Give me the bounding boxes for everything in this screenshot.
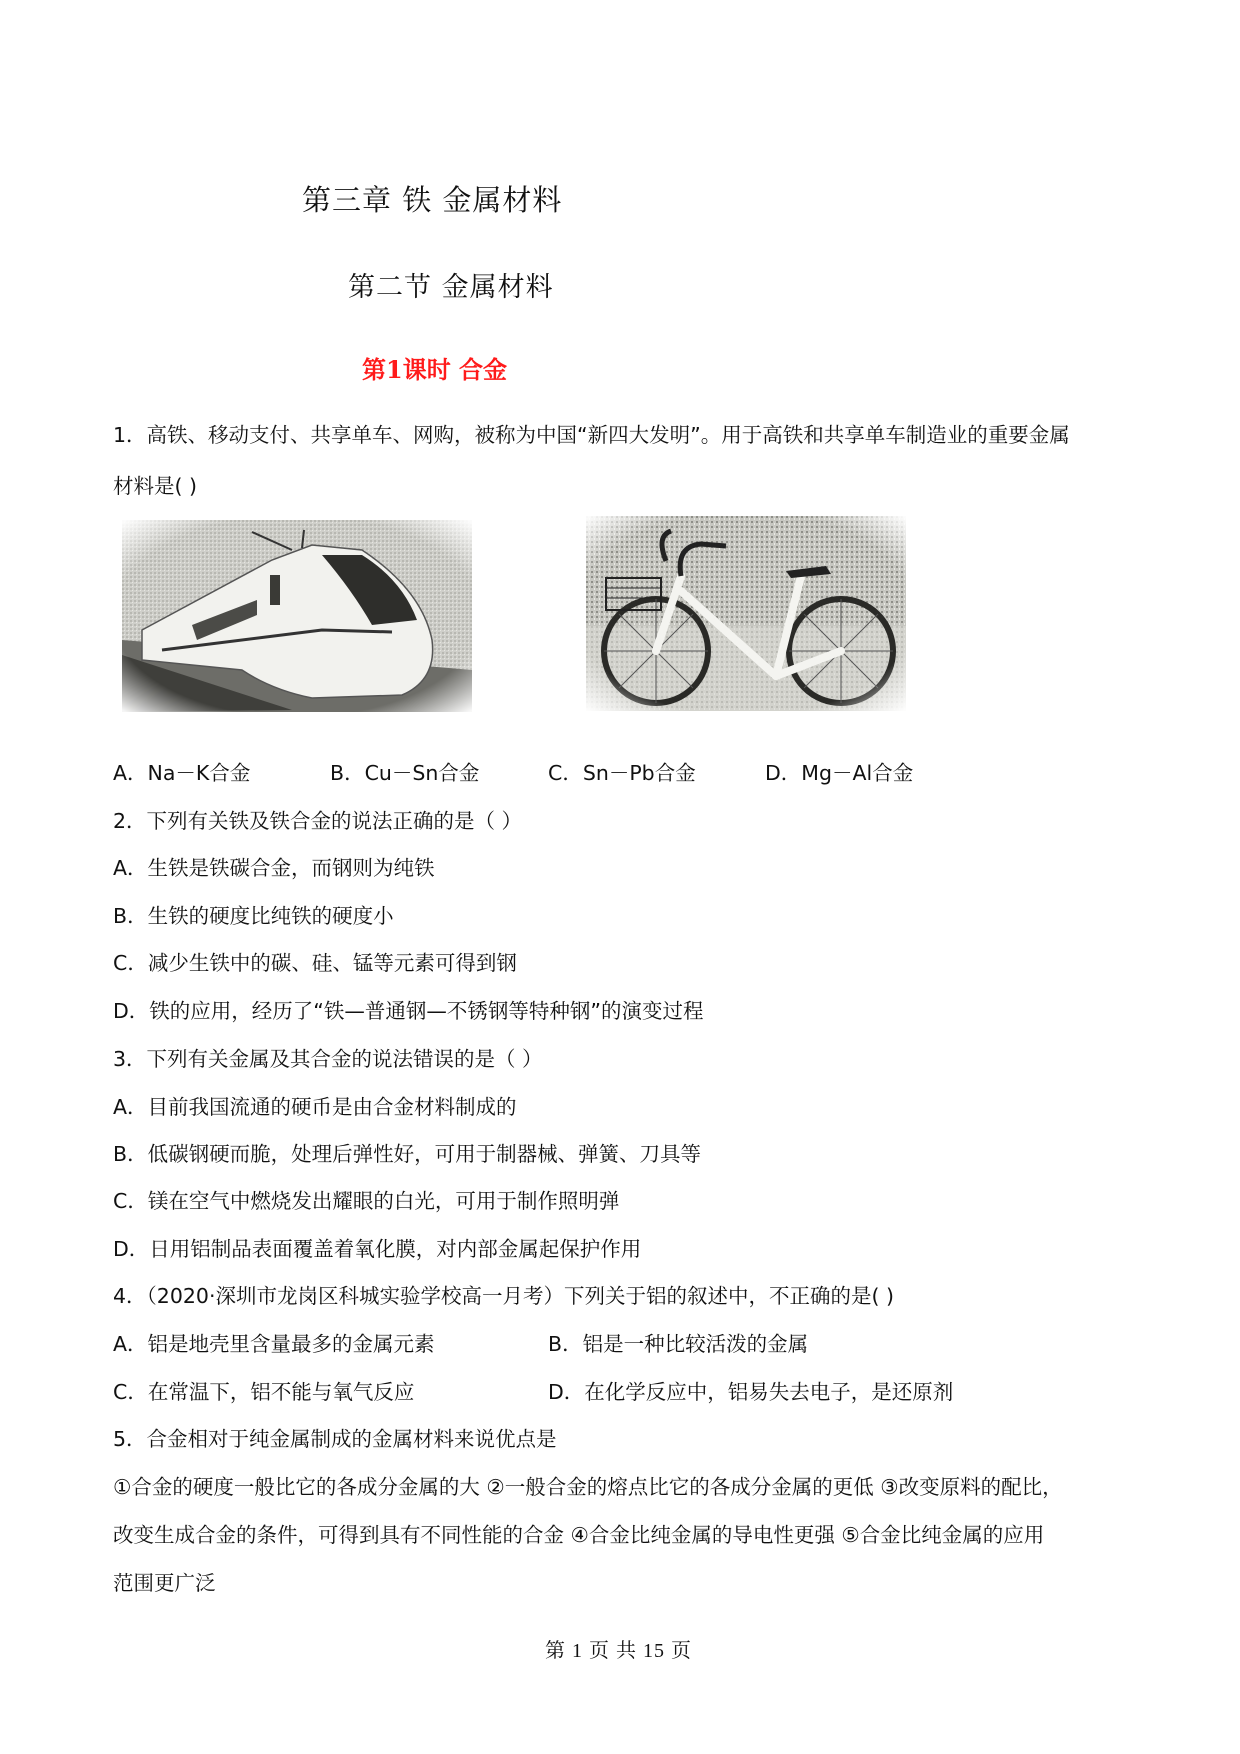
question-4-option-d: D．在化学反应中，铝易失去电子，是还原剂 <box>548 1380 954 1404</box>
question-3-option-c: C．镁在空气中燃烧发出耀眼的白光，可用于制作照明弹 <box>113 1189 620 1213</box>
chapter-title: 第三章 铁 金属材料 <box>302 183 563 217</box>
question-1-option-b: B．Cu－Sn合金 <box>330 761 480 785</box>
question-1-stem-line-1: 1．高铁、移动支付、共享单车、网购，被称为中国“新四大发明”。用于高铁和共享单车制造业的重要金属 <box>113 423 1070 447</box>
question-2-option-c: C．减少生铁中的碳、硅、锰等元素可得到钢 <box>113 951 517 975</box>
section-title: 第二节 金属材料 <box>348 272 554 303</box>
question-1-option-c: C．Sn－Pb合金 <box>548 761 696 785</box>
question-2-option-b: B．生铁的硬度比纯铁的硬度小 <box>113 904 394 928</box>
question-5-body-line-3: 范围更广泛 <box>113 1571 216 1595</box>
question-3-stem: 3．下列有关金属及其合金的说法错误的是（ ） <box>113 1047 543 1071</box>
question-2-option-d: D．铁的应用，经历了“铁—普通钢—不锈钢等特种钢”的演变过程 <box>113 999 704 1023</box>
question-2-stem: 2．下列有关铁及铁合金的说法正确的是（ ） <box>113 809 523 833</box>
question-1-stem-line-2: 材料是( ) <box>113 474 198 498</box>
question-2-option-a: A．生铁是铁碳合金，而钢则为纯铁 <box>113 856 435 880</box>
question-4-option-a: A．铝是地壳里含量最多的金属元素 <box>113 1332 435 1356</box>
question-3-option-d: D．日用铝制品表面覆盖着氧化膜，对内部金属起保护作用 <box>113 1237 642 1261</box>
question-5-body-line-2: 改变生成合金的条件，可得到具有不同性能的合金 ④合金比纯金属的导电性更强 ⑤合金比纯金属的应用 <box>113 1523 1045 1547</box>
question-5-stem: 5．合金相对于纯金属制成的金属材料来说优点是 <box>113 1427 557 1451</box>
question-5-body-line-1: ①合金的硬度一般比它的各成分金属的大 ②一般合金的熔点比它的各成分金属的更低 ③改变原料的配比， <box>113 1475 1063 1499</box>
question-3-option-a: A．目前我国流通的硬币是由合金材料制成的 <box>113 1095 517 1119</box>
question-4-stem: 4．（2020·深圳市龙岗区科城实验学校高一月考）下列关于铝的叙述中，不正确的是( ) <box>113 1284 894 1308</box>
page-number: 第 1 页 共 15 页 <box>545 1640 692 1662</box>
shared-bicycle-photo <box>586 516 906 711</box>
question-4-option-c: C．在常温下，铝不能与氧气反应 <box>113 1380 415 1404</box>
question-1-option-a: A．Na－K合金 <box>113 761 251 785</box>
question-3-option-b: B．低碳钢硬而脆，处理后弹性好，可用于制器械、弹簧、刀具等 <box>113 1142 702 1166</box>
lesson-title: 第1课时 合金 <box>362 355 508 384</box>
high-speed-train-photo <box>122 520 472 712</box>
question-1-option-d: D．Mg－Al合金 <box>765 761 914 785</box>
question-4-option-b: B．铝是一种比较活泼的金属 <box>548 1332 809 1356</box>
